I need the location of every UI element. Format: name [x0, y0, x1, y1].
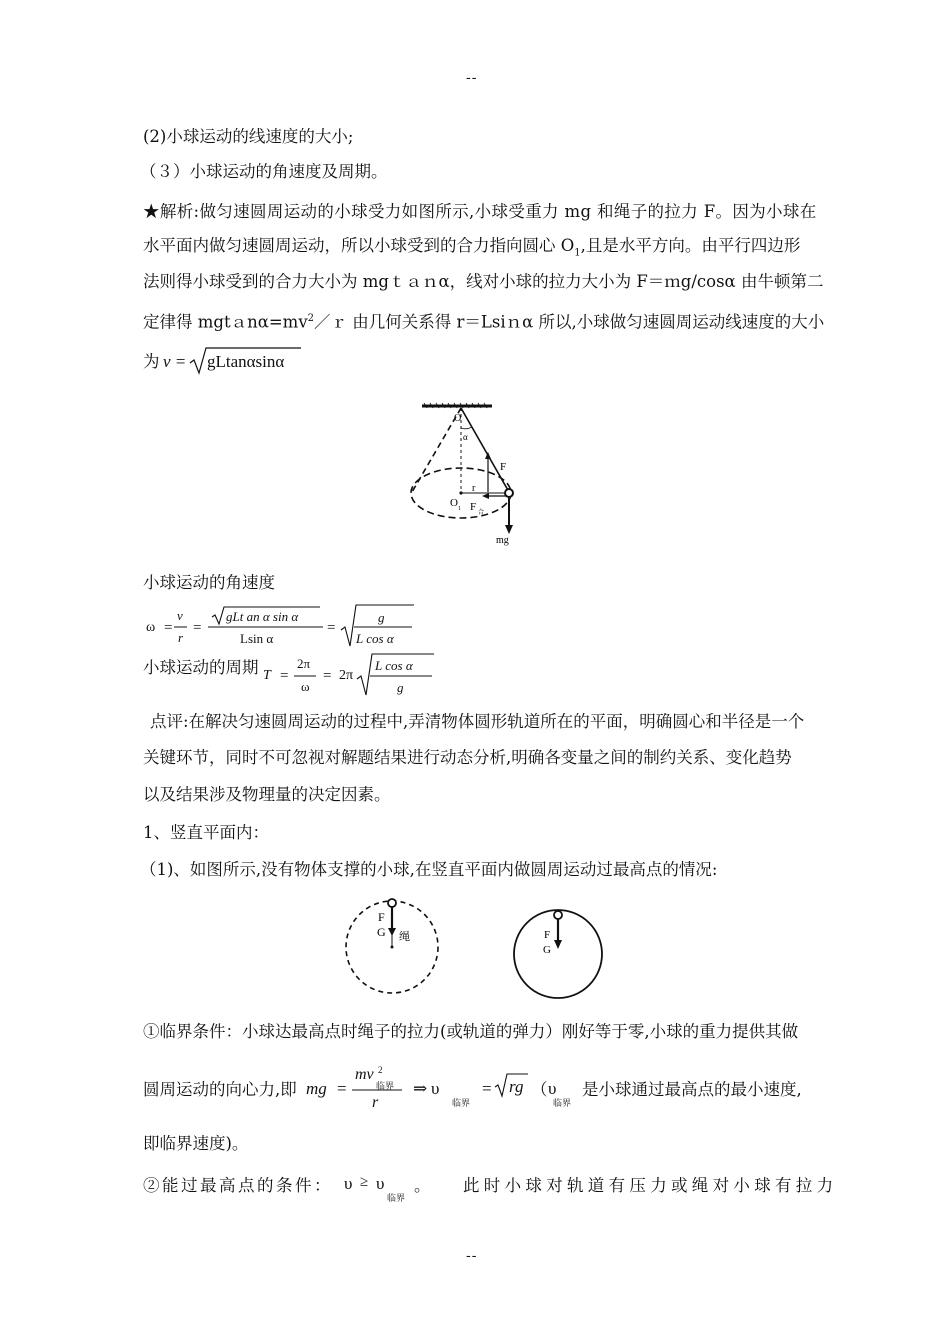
conical-pendulum-figure	[400, 400, 530, 550]
omega-den-lcos: L cos α	[356, 631, 394, 646]
label-f: F	[500, 461, 507, 473]
period-den-omega: ω	[301, 679, 310, 694]
period-frac-bar-1	[294, 675, 318, 677]
analysis-line-4	[143, 309, 824, 333]
track-ball	[554, 911, 562, 919]
cond-upsilon-2-sub: 临界	[553, 1099, 572, 1109]
label-o1: O	[450, 497, 458, 509]
cond-mv: mv	[355, 1066, 374, 1083]
rope-force-arrowhead	[388, 928, 396, 936]
comment-line-1: 点评:在解决匀速圆周运动的过程中,弄清物体圆形轨道所在的平面，明确圆心和半径是一个	[150, 712, 805, 731]
v-formula-lhs: v =	[163, 352, 187, 371]
angle-arc	[461, 427, 472, 429]
v-squared-sup: 2	[307, 313, 315, 324]
omega-eq-1: =	[164, 620, 173, 636]
rope-center	[391, 946, 394, 949]
rope-circle-figure	[340, 895, 444, 999]
analysis-line-5-prefix: 为	[143, 352, 160, 371]
page-footer-mark: --	[466, 1248, 478, 1264]
omega-label: 小球运动的角速度	[143, 573, 275, 592]
cond2-upsilon-1: υ	[344, 1174, 353, 1193]
cond-open-paren: （	[531, 1080, 548, 1099]
ball	[505, 489, 513, 497]
label-o1-sub: 1	[458, 506, 461, 512]
cond-frac-bar	[352, 1089, 404, 1091]
cond-eq-2: =	[482, 1079, 492, 1098]
track-label-g: G	[543, 944, 551, 956]
cond-den-r: r	[372, 1094, 379, 1111]
rope-label-rope: 绳	[399, 931, 410, 943]
cond-mv-sq: 2	[378, 1065, 383, 1075]
rope-label-f: F	[378, 910, 385, 924]
cond-upsilon-2: υ	[548, 1079, 557, 1098]
cond-upsilon-1: υ	[431, 1079, 440, 1098]
label-f-he-sub: 合	[478, 510, 485, 516]
omega-den-r: r	[178, 630, 184, 645]
omega-eq-2: =	[193, 620, 202, 636]
omega-frac-bar-1	[174, 626, 188, 628]
section-1-heading: 1、竖直平面内：	[143, 823, 269, 842]
omega-num-g: g	[378, 610, 385, 625]
label-r: r	[472, 483, 476, 494]
period-num-lcos: L cos α	[375, 658, 413, 673]
period-num-2pi: 2π	[297, 656, 311, 671]
rope-label-g: G	[377, 925, 386, 939]
cond2-period: 。	[414, 1176, 431, 1195]
comment-line-2: 关键环节，同时不可忽视对解题结果进行动态分析,明确各变量之间的制约关系、变化趋势	[143, 748, 792, 767]
omega-num-v: v	[177, 608, 183, 623]
label-alpha: α	[463, 432, 468, 442]
label-mg: mg	[496, 535, 509, 546]
omega-symbol: ω	[146, 620, 156, 635]
cond2-upsilon-2: υ	[376, 1174, 385, 1193]
analysis-line-4b: ／ｒ 由几何关系得 r＝Lsiｎα 所以,小球做匀速圆周运动线速度的大小	[314, 312, 825, 332]
condition-2-prefix: ②能过最高点的条件：	[143, 1176, 333, 1195]
condition-1-suffix: 是小球通过最高点的最小速度,	[582, 1080, 802, 1099]
analysis-line-1: ★解析:做匀速圆周运动的小球受力如图所示,小球受重力 mg 和绳子的拉力 F。因为小球在	[143, 202, 817, 221]
track-force-arrowhead	[554, 940, 562, 949]
analysis-line-2	[143, 236, 800, 263]
condition-2-text: 此时小球对轨道有压力或绳对小球有拉力	[463, 1176, 838, 1195]
track-circle-figure	[510, 905, 608, 1003]
section-1-1: （1)、如图所示,没有物体支撑的小球,在竖直平面内做圆周运动过最高点的情况:	[140, 860, 718, 879]
label-o: O	[454, 413, 462, 424]
net-force-arrowhead	[482, 493, 489, 499]
analysis-line-5	[143, 352, 160, 372]
cond-rg: rg	[509, 1077, 524, 1096]
question-3: （３）小球运动的角速度及周期。	[140, 162, 388, 181]
o1-subscript: 1	[574, 247, 581, 259]
analysis-line-3: 法则得小球受到的合力大小为 mgｔａｎα，线对小球的拉力大小为 F＝ｍg/cosα 由牛顿第二	[143, 272, 824, 291]
page-header-mark: --	[466, 70, 478, 86]
analysis-line-2a: 水平面内做匀速圆周运动，所以小球受到的合力指向圆心 O	[143, 236, 575, 255]
cond-upsilon-1-sub: 临界	[452, 1099, 471, 1109]
cond-mv-sub: 临界	[376, 1082, 395, 1092]
period-eq-1: =	[280, 668, 289, 684]
analysis-line-4a: 定律得 mgtａnα=mv	[143, 312, 308, 332]
question-2: (2)小球运动的线速度的大小;	[143, 127, 354, 146]
center-dot	[459, 491, 462, 494]
cond-mg: mg	[306, 1079, 327, 1098]
rope-ball	[388, 899, 396, 907]
condition-1-line-3: 即临界速度)。	[143, 1134, 249, 1153]
condition-1-line-1: ①临界条件：小球达最高点时绳子的拉力(或轨道的弹力）刚好等于零,小球的重力提供其做	[143, 1022, 799, 1041]
comment-line-3: 以及结果涉及物理量的决定因素。	[143, 785, 391, 804]
cond2-ge: ≥	[360, 1174, 369, 1190]
v-formula-radicand: gLtanαsinα	[207, 352, 285, 371]
label-f-he: F	[470, 501, 477, 513]
period-label: 小球运动的周期	[143, 658, 259, 677]
omega-frac-bar-2	[208, 626, 324, 628]
cond-arrow: ⇒	[413, 1079, 428, 1098]
period-T: T	[263, 668, 271, 683]
period-frac-bar-2	[370, 675, 434, 677]
omega-frac-bar-3	[354, 626, 414, 628]
omega-num-radicand: gLt an α sin α	[226, 609, 299, 624]
analysis-line-2b: ,且是水平方向。由平行四边形	[580, 236, 801, 255]
omega-eq-3: =	[327, 620, 336, 636]
omega-den-lsin: Lsin α	[240, 631, 274, 646]
condition-1-prefix: 圆周运动的向心力,即	[143, 1080, 297, 1099]
period-eq-2: =	[323, 668, 332, 684]
period-2pi: 2π	[339, 668, 354, 683]
cond2-upsilon-2-sub: 临界	[387, 1194, 406, 1204]
cond-eq-1: =	[337, 1079, 347, 1098]
gravity-arrowhead	[505, 525, 513, 534]
track-label-f: F	[544, 929, 551, 941]
period-den-g: g	[397, 680, 404, 695]
